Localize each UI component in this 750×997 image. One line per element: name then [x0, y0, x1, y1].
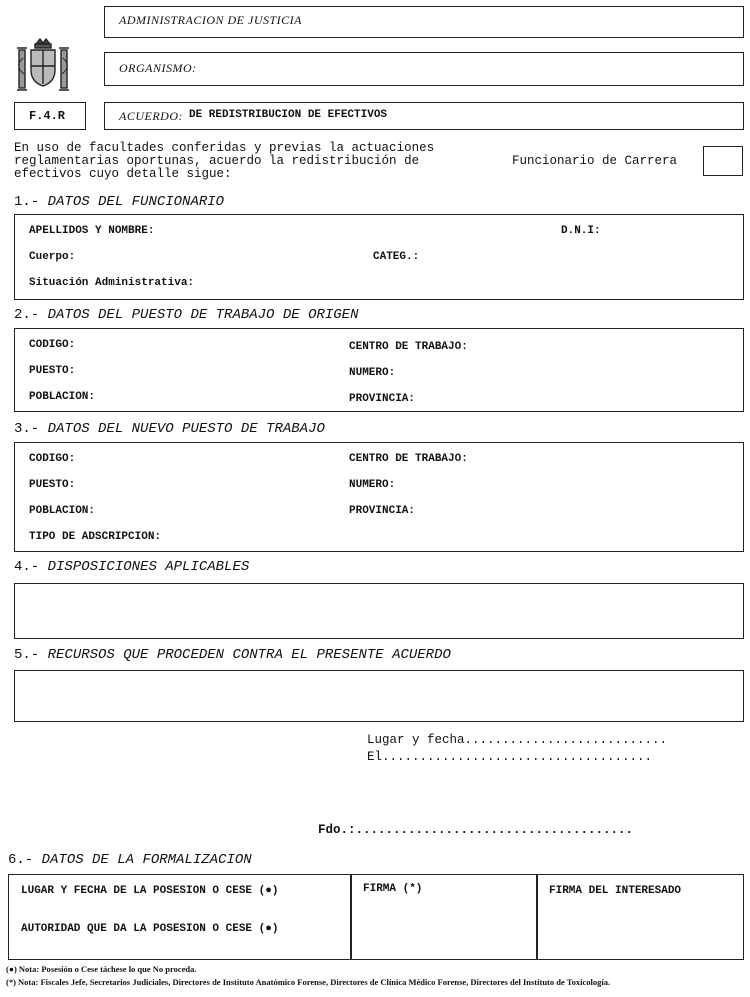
section-5-title: RECURSOS QUE PROCEDEN CONTRA EL PRESENTE ACUERDO [47, 647, 451, 663]
section-5-heading [14, 647, 451, 663]
section-1-number: 1.- [14, 194, 40, 210]
nuevo-provincia-field[interactable]: PROVINCIA: [349, 505, 416, 517]
recursos-box[interactable] [14, 670, 744, 722]
firma-interesado-field[interactable]: FIRMA DEL INTERESADO [549, 885, 682, 897]
organismo-label: ORGANISMO: [119, 61, 197, 75]
nuevo-puesto-field[interactable]: PUESTO: [29, 479, 76, 491]
firma-field[interactable]: FIRMA (*) [363, 883, 423, 895]
section-1-heading [14, 194, 224, 210]
section-4-heading [14, 559, 249, 575]
nuevo-centro-field[interactable]: CENTRO DE TRABAJO: [349, 453, 468, 465]
situacion-field[interactable]: Situación Administrativa: [29, 277, 195, 289]
nuevo-puesto-box [14, 442, 744, 552]
fdo-line[interactable]: Fdo.:..................................... [318, 823, 634, 837]
acuerdo-title: DE REDISTRIBUCION DE EFECTIVOS [189, 109, 388, 121]
lugar-fecha-line[interactable]: Lugar y fecha........................... [367, 733, 668, 747]
origen-puesto-field[interactable]: PUESTO: [29, 365, 76, 377]
formalizacion-box [8, 874, 744, 960]
origen-centro-field[interactable]: CENTRO DE TRABAJO: [349, 341, 468, 353]
acuerdo-prefix: ACUERDO: [119, 109, 183, 123]
funcionario-carrera-label: Funcionario de Carrera [512, 154, 678, 168]
form-code-box [14, 102, 86, 130]
cuerpo-field[interactable]: Cuerpo: [29, 251, 76, 263]
origen-box [14, 328, 744, 412]
section-3-number: 3.- [14, 421, 40, 437]
origen-provincia-field[interactable]: PROVINCIA: [349, 393, 416, 405]
note-posesion: (●) Nota: Posesión o Cese táchese lo que No proceda. [6, 964, 197, 974]
section-2-heading [14, 307, 358, 323]
origen-poblacion-field[interactable]: POBLACION: [29, 391, 96, 403]
autoridad-field[interactable]: AUTORIDAD QUE DA LA POSESION O CESE (●) [21, 923, 279, 935]
funcionario-carrera-checkbox[interactable] [703, 146, 743, 176]
administracion-label: ADMINISTRACION DE JUSTICIA [119, 13, 302, 27]
nuevo-poblacion-field[interactable]: POBLACION: [29, 505, 96, 517]
section-4-title: DISPOSICIONES APLICABLES [47, 559, 250, 575]
el-line[interactable]: El.................................... [367, 750, 653, 764]
tipo-adscripcion-field[interactable]: TIPO DE ADSCRIPCION: [29, 531, 162, 543]
section-5-number: 5.- [14, 647, 40, 663]
formalizacion-divider-1 [350, 875, 352, 959]
section-1-title: DATOS DEL FUNCIONARIO [47, 194, 225, 210]
acuerdo-box [104, 102, 744, 130]
apellidos-field[interactable]: APELLIDOS Y NOMBRE: [29, 225, 155, 237]
categ-field[interactable]: CATEG.: [373, 251, 420, 263]
origen-numero-field[interactable]: NUMERO: [349, 367, 396, 379]
formalizacion-divider-2 [536, 875, 538, 959]
administracion-box [104, 6, 744, 38]
coat-of-arms-emblem [14, 36, 72, 98]
note-fiscales: (*) Nota: Fiscales Jefe, Secretarios Judiciales, Directores de Instituto Anatómico Forense, Directores de Clínica Médico Forense, Directores del Instituto de Toxicología. [6, 977, 611, 987]
funcionario-box [14, 214, 744, 300]
origen-codigo-field[interactable]: CODIGO: [29, 339, 76, 351]
section-6-number: 6.- [8, 852, 34, 868]
section-6-heading [8, 852, 252, 868]
section-2-number: 2.- [14, 307, 40, 323]
lugar-posesion-field[interactable]: LUGAR Y FECHA DE LA POSESION O CESE (●) [21, 885, 279, 897]
section-6-title: DATOS DE LA FORMALIZACION [41, 852, 252, 868]
section-4-number: 4.- [14, 559, 40, 575]
section-2-title: DATOS DEL PUESTO DE TRABAJO DE ORIGEN [47, 307, 359, 323]
form-code: F.4.R [29, 109, 66, 123]
disposiciones-box[interactable] [14, 583, 744, 639]
organismo-box [104, 52, 744, 86]
nuevo-numero-field[interactable]: NUMERO: [349, 479, 396, 491]
dni-field[interactable]: D.N.I: [561, 225, 601, 237]
intro-text: En uso de facultades conferidas y previas la actuaciones reglamentarias oportunas, acuerdo la redistribución de efectivos cuyo detalle sigue: [14, 141, 435, 181]
section-3-heading [14, 421, 325, 437]
section-3-title: DATOS DEL NUEVO PUESTO DE TRABAJO [47, 421, 325, 437]
nuevo-codigo-field[interactable]: CODIGO: [29, 453, 76, 465]
